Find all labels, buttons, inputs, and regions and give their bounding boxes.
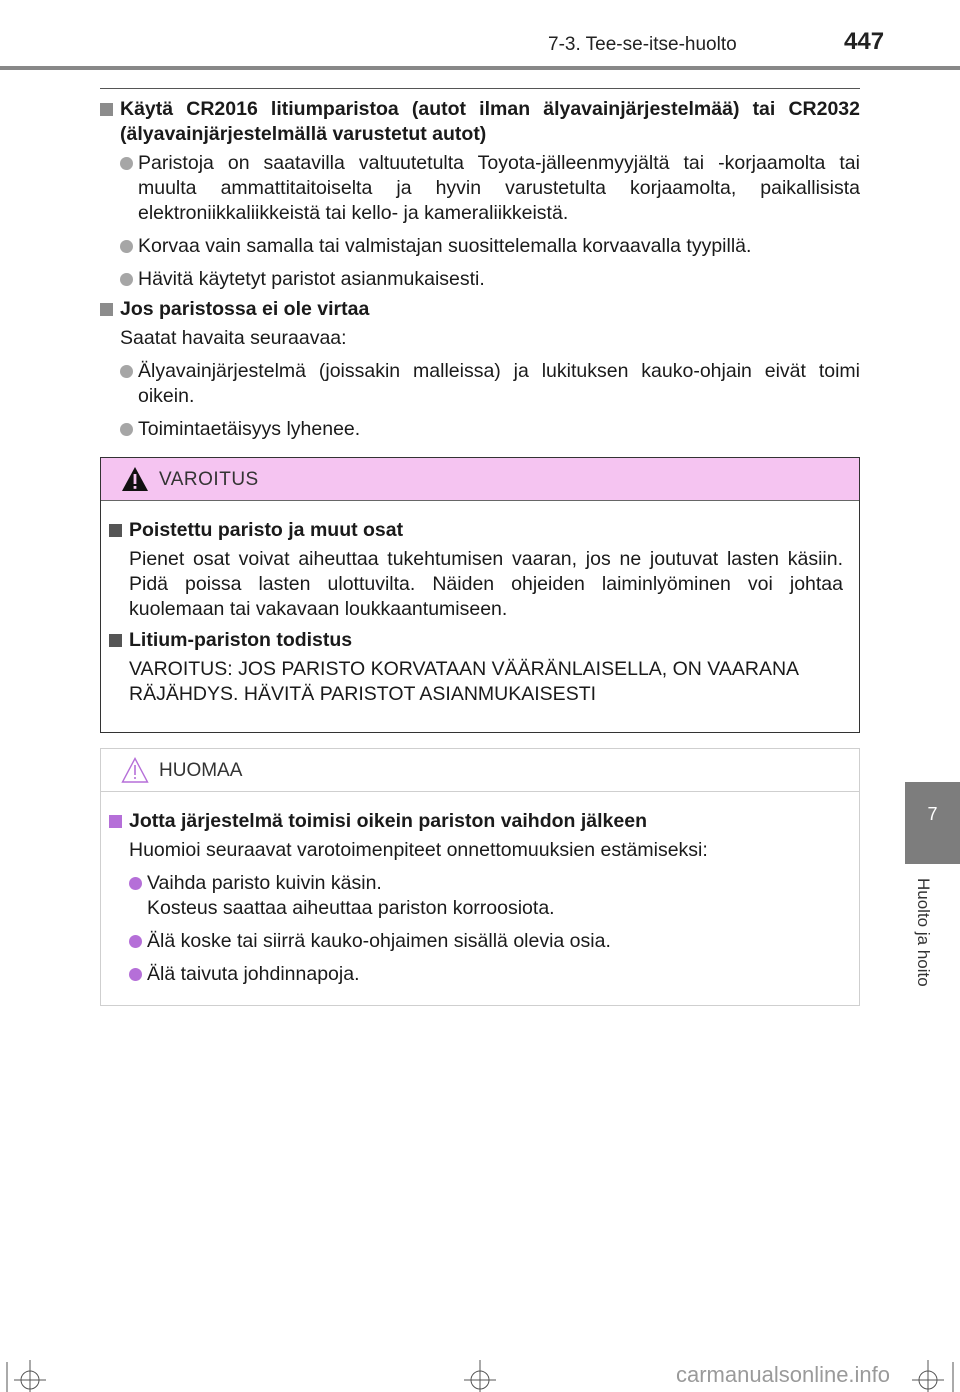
warning-body	[109, 518, 843, 707]
header-rule	[0, 66, 960, 70]
bullet-dot-icon	[120, 157, 133, 170]
notice-heading: Jotta järjestelmä toimisi oikein pariston vaihdon jälkeen	[109, 809, 843, 834]
bullet-dot-icon	[120, 365, 133, 378]
registration-mark-icon	[450, 1352, 510, 1392]
list-item: Toimintaetäisyys lyhenee.	[100, 417, 860, 442]
notice-intro: Huomioi seuraavat varotoimenpiteet onnettomuuksien estämiseksi:	[129, 839, 708, 861]
warning-heading: Poistettu paristo ja muut osat	[109, 518, 843, 543]
square-bullet-icon	[109, 815, 122, 828]
registration-mark-icon	[900, 1352, 960, 1392]
bullet-dot-icon	[129, 968, 142, 981]
bullet-dot-icon	[120, 273, 133, 286]
dead-battery-section	[100, 297, 860, 442]
section-heading: Jos paristossa ei ole virtaa	[100, 297, 860, 322]
warning-triangle-icon	[121, 466, 149, 492]
warning-title: VAROITUS	[159, 469, 259, 490]
page-number: 447	[844, 28, 885, 55]
bullet-dot-icon	[120, 240, 133, 253]
top-thin-rule	[100, 88, 860, 89]
list-item: Hävitä käytetyt paristot asianmukaisesti.	[100, 267, 860, 292]
header-section-title: 7-3. Tee-se-itse-huolto	[548, 34, 737, 55]
square-bullet-icon	[109, 524, 122, 537]
list-item: Älyavainjärjestelmä (joissakin malleissa) ja lukituksen kauko-ohjain eivät toimi oikein.	[100, 359, 860, 409]
notice-triangle-icon	[121, 757, 149, 783]
list-item: Korvaa vain samalla tai valmistajan suosittelemalla korvaavalla tyypillä.	[100, 234, 860, 259]
chapter-tab[interactable]	[905, 782, 960, 864]
registration-mark-icon	[0, 1352, 60, 1392]
chapter-number: 7	[927, 804, 938, 824]
intro-text: Saatat havaita seuraavaa:	[120, 327, 347, 349]
notice-title: HUOMAA	[159, 760, 243, 781]
chapter-title: Huolto ja hoito	[914, 878, 933, 987]
warning-box	[100, 457, 860, 733]
square-bullet-icon	[109, 634, 122, 647]
warning-header	[101, 458, 859, 501]
notice-body	[109, 809, 843, 987]
warning-text: VAROITUS: JOS PARISTO KORVATAAN VÄÄRÄNLAISELLA, ON VAARANA RÄJÄHDYS. HÄVITÄ PARISTOT ASIANMUKAISESTI	[129, 658, 798, 705]
bullet-dot-icon	[120, 423, 133, 436]
warning-heading: Litium-pariston todistus	[109, 628, 843, 653]
list-item: Älä taivuta johdinnapoja.	[109, 962, 843, 987]
square-bullet-icon	[100, 103, 113, 116]
list-item: Paristoja on saatavilla valtuutetulta Toyota-jälleenmyyjältä tai -korjaamolta tai muulta ammattitaitoiselta ja hyvin varustetulta korjaamolta, paikallisista elektroniikkaliikkeistä tai kello- ja kameraliikkeistä.	[100, 151, 860, 226]
list-item: Vaihda paristo kuivin käsin. Kosteus saattaa aiheuttaa pariston korroosiota.	[109, 871, 843, 921]
battery-type-section	[100, 97, 860, 292]
square-bullet-icon	[100, 303, 113, 316]
bullet-dot-icon	[129, 935, 142, 948]
warning-text: Pienet osat voivat aiheuttaa tukehtumisen vaaran, jos ne joutuvat lasten käsiin. Pidä poissa lasten ulottuvilta. Näiden ohjeiden laiminlyöminen voi johtaa kuolemaan tai vakavaan loukkaantumiseen.	[129, 548, 843, 620]
section-heading: Käytä CR2016 litiumparistoa (autot ilman älyavainjärjestelmää) tai CR2032 (älyavainjärjestelmällä varustetut autot)	[100, 97, 860, 147]
bullet-dot-icon	[129, 877, 142, 890]
list-item: Älä koske tai siirrä kauko-ohjaimen sisällä olevia osia.	[109, 929, 843, 954]
watermark-text: carmanualsonline.info	[676, 1362, 891, 1387]
notice-header	[101, 749, 859, 792]
notice-box	[100, 748, 860, 1006]
